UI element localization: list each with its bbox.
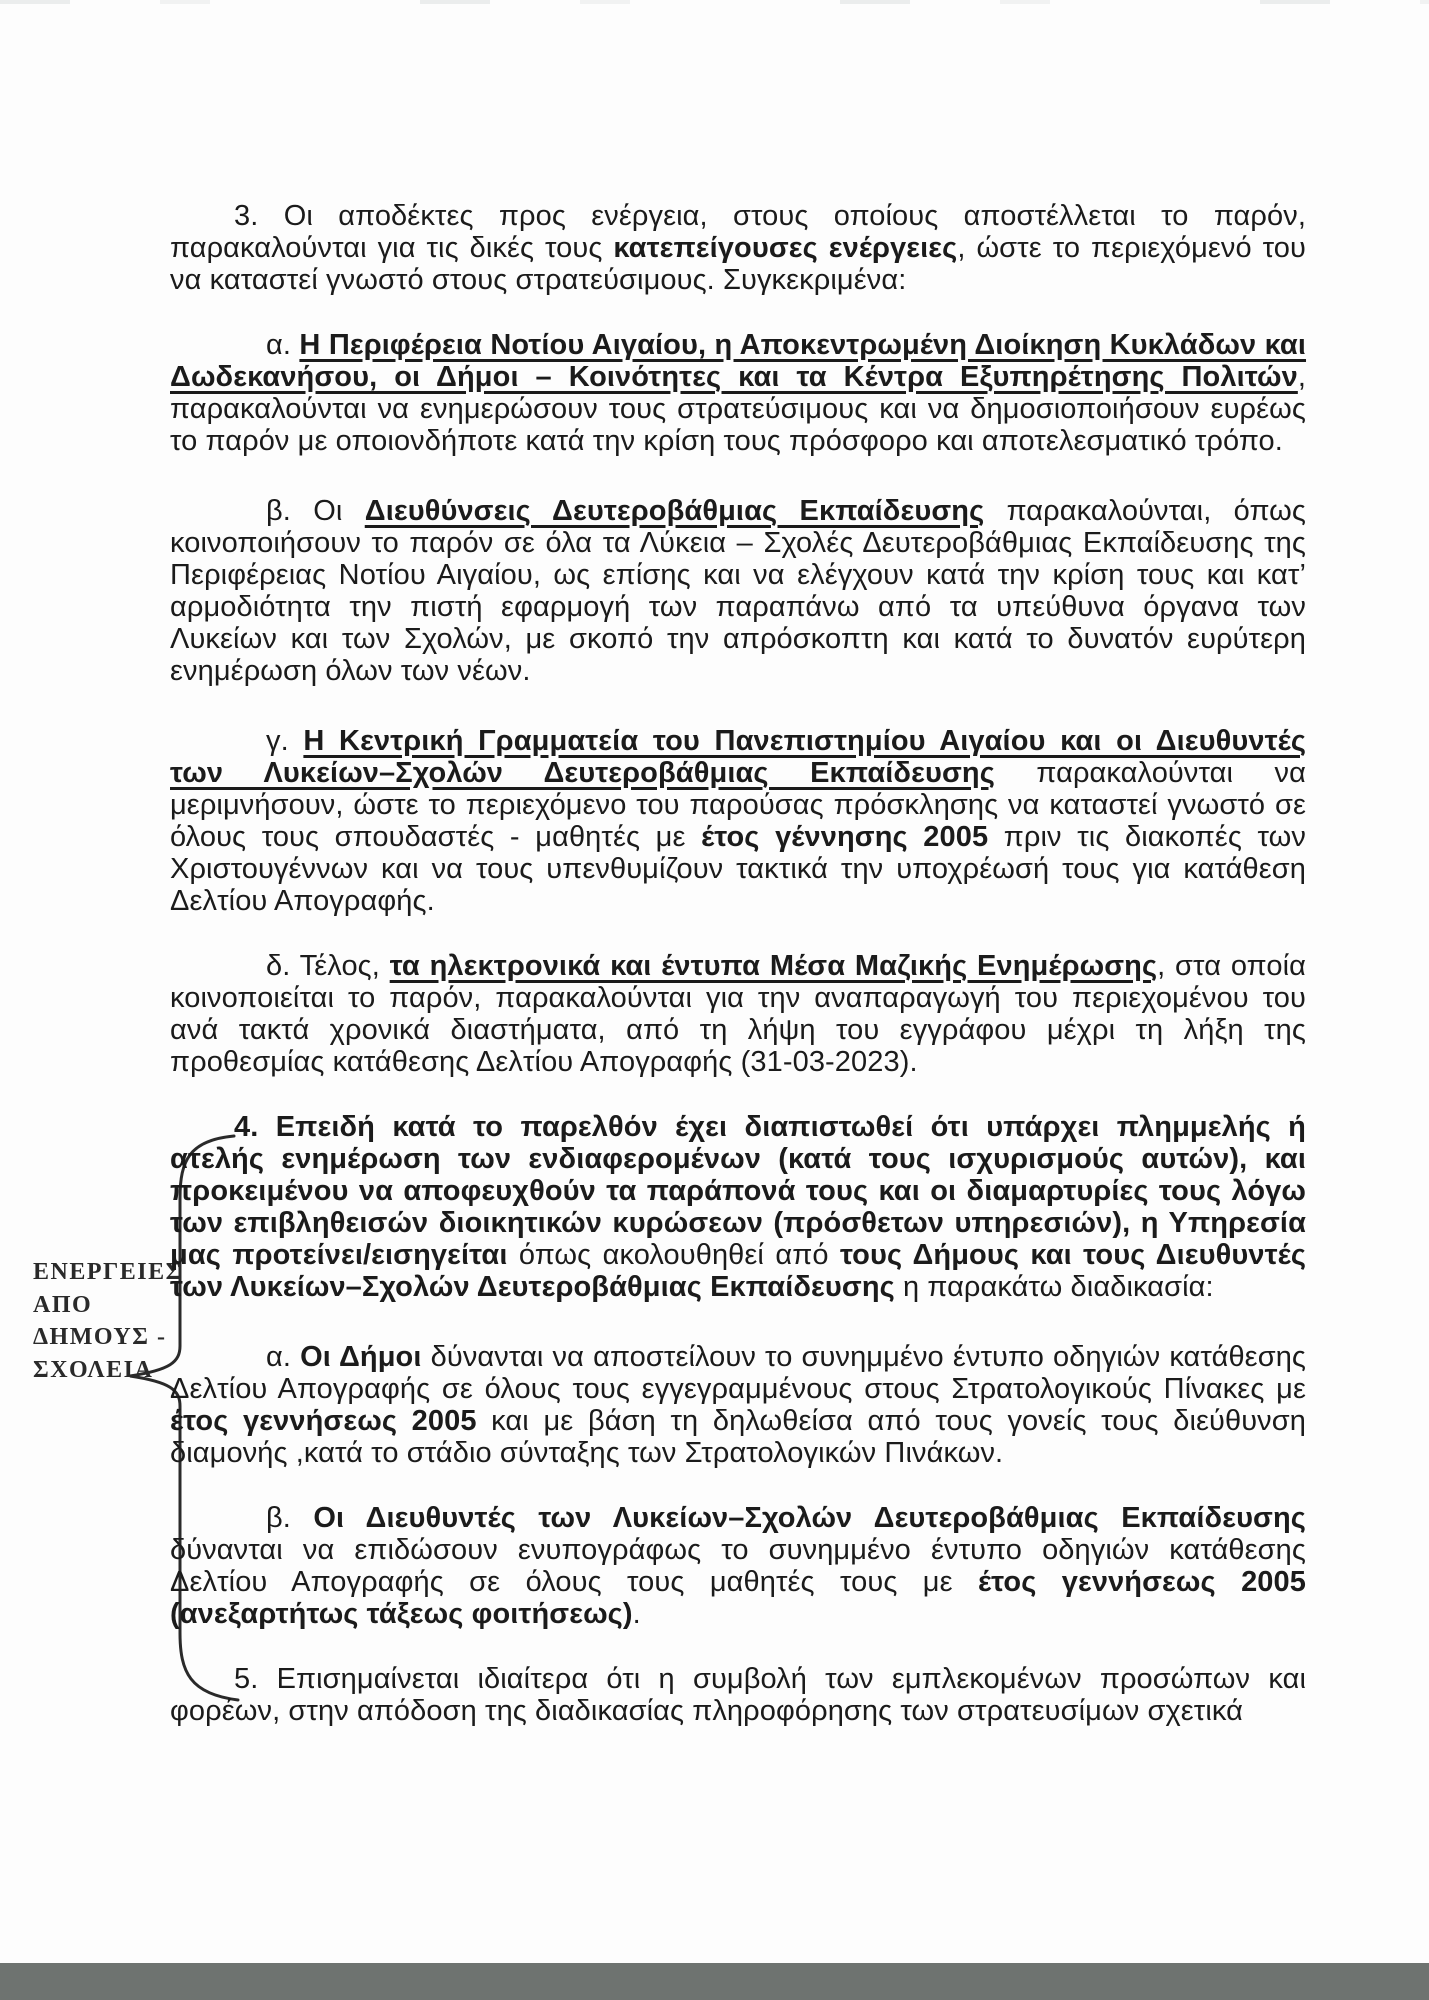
text-segment: , στα οποία κοινοποιείται το παρόν, παρακαλούνται για την αναπαραγωγή του περιεχομένου του ανά τακτά χρονικά διαστήματα, από τη λήψη του εγγράφου μέχρι τη λήξη της προθεσμίας κατάθεσης Δελτίου Απογραφής (31-03-2023).: [170, 950, 1306, 1078]
text-segment: 4. Επειδή κατά το παρελθόν έχει διαπιστωθεί ότι υπάρχει πλημμελής ή ατελής ενημέρωση των ενδιαφερομένων (κατά τους ισχυρισμούς αυτών), και προκειμένου να αποφευχθούν τα παράπονά τους και οι διαμαρτυρίες τους λόγω των επιβληθεισών διοικητικών κυρώσεων (πρόσθετων υπηρεσιών), η Υπηρεσία μας προτείνει/εισηγείται: [170, 1111, 1306, 1271]
text-segment: και με βάση τη δηλωθείσα από τους γονείς τους διεύθυνση διαμονής ,κατά το στάδιο σύνταξης των Στρατολογικών Πινάκων.: [170, 1405, 1306, 1469]
paragraph-4b: [170, 1502, 1306, 1630]
text-segment: πριν τις διακοπές των Χριστουγέννων και να τους υπενθυμίζουν τακτικά την υποχρέωσή τους για κατάθεση Δελτίου Απογραφής.: [170, 821, 1306, 917]
paragraph-3c: [170, 725, 1306, 917]
text-segment: β. Οι: [266, 495, 365, 527]
text-segment: παρακαλούνται, όπως κοινοποιήσουν το παρόν σε όλα τα Λύκεια – Σχολές Δευτεροβάθμιας Εκπαίδευσης της Περιφέρειας Νοτίου Αιγαίου, ως επίσης και να ελέγχουν κατά την κρίση τους και κατ’ αρμοδιότητα την πιστή εφαρμογή των παραπάνω από τα υπεύθυνα όργανα των Λυκείων και των Σχολών, με σκοπό την απρόσκοπτη και κατά το δυνατόν ευρύτερη ενημέρωση όλων των νέων.: [170, 495, 1306, 687]
text-segment: Οι Διευθυντές των Λυκείων–Σχολών Δευτεροβάθμιας Εκπαίδευσης: [313, 1502, 1306, 1534]
text-segment: κατεπείγουσες ενέργειες: [613, 232, 958, 264]
text-segment: , παρακαλούνται να ενημερώσουν τους στρατεύσιμους και να δημοσιοποιήσουν ευρέως το παρόν με οποιονδήποτε κατά την κρίση τους πρόσφορο και αποτελεσματικό τρόπο.: [170, 361, 1306, 457]
document-body: [170, 200, 1306, 1760]
text-segment: Η Κεντρική Γραμματεία του Πανεπιστημίου Αιγαίου και οι Διευθυντές των Λυκείων–Σχολών Δευτεροβάθμιας Εκπαίδευσης: [170, 725, 1306, 789]
scan-artifact-bottom-bar: [0, 1963, 1429, 2000]
text-segment: γ.: [266, 725, 304, 757]
paragraph-3: [170, 200, 1306, 296]
text-segment: δύνανται να επιδώσουν ενυπογράφως το συνημμένο έντυπο οδηγιών κατάθεσης Δελτίου Απογραφής σε όλους τους μαθητές τους με: [170, 1534, 1306, 1598]
text-segment: τους Δήμους και τους Διευθυντές των Λυκείων–Σχολών Δευτεροβάθμιας Εκπαίδευσης: [170, 1239, 1306, 1303]
paragraph-3a: [170, 329, 1306, 457]
paragraph-4: [170, 1111, 1306, 1303]
text-segment: όπως ακολουθηθεί από: [507, 1239, 840, 1271]
paragraph-4a: [170, 1341, 1306, 1469]
text-segment: έτος γεννήσεως 2005 (ανεξαρτήτως τάξεως φοιτήσεως): [170, 1566, 1306, 1630]
paragraph-3b: [170, 495, 1306, 687]
text-segment: Διευθύνσεις Δευτεροβάθμιας Εκπαίδευσης: [364, 495, 985, 527]
text-segment: έτος γέννησης 2005: [701, 821, 989, 853]
text-segment: , ώστε το περιεχόμενό του να καταστεί γνωστό στους στρατεύσιμους. Συγκεκριμένα:: [170, 232, 1306, 296]
scan-artifact-top: [0, 0, 1429, 4]
text-segment: έτος γεννήσεως 2005: [170, 1405, 477, 1437]
text-segment: α.: [266, 329, 300, 361]
text-segment: .: [632, 1598, 641, 1630]
text-segment: Οι Δήμοι: [300, 1341, 422, 1373]
paragraph-5: [170, 1663, 1306, 1727]
text-segment: παρακαλούνται να μεριμνήσουν, ώστε το περιεχόμενο του παρούσας πρόσκλησης να καταστεί γνωστό σε όλους τους σπουδαστές - μαθητές με: [170, 757, 1307, 853]
text-segment: 3. Οι αποδέκτες προς ενέργεια, στους οποίους αποστέλλεται το παρόν, παρακαλούνται για τις δικές τους: [170, 200, 1306, 264]
margin-note-line: ΔΗΜΟΥΣ -: [33, 1324, 167, 1350]
text-segment: δύνανται να αποστείλουν το συνημμένο έντυπο οδηγιών κατάθεσης Δελτίου Απογραφής σε όλους τους εγγεγραμμένους στους Στρατολογικούς Πίνακες με: [170, 1341, 1306, 1405]
text-segment: δ. Τέλος,: [266, 950, 390, 982]
text-segment: η παρακάτω διαδικασία:: [894, 1271, 1214, 1303]
margin-note-line: ΕΝΕΡΓΕΙΕΣ: [33, 1259, 183, 1285]
margin-note-line: ΑΠΟ: [33, 1291, 93, 1318]
text-segment: α.: [266, 1341, 301, 1373]
text-segment: τα ηλεκτρονικά και έντυπα Μέσα Μαζικής Ενημέρωσης: [389, 950, 1158, 982]
text-segment: 5. Επισημαίνεται ιδιαίτερα ότι η συμβολή των εμπλεκομένων προσώπων και φορέων, στην απόδοση της διαδικασίας πληροφόρησης των στρατευσίμων σχετικά: [170, 1663, 1306, 1727]
text-segment: β.: [266, 1502, 314, 1534]
margin-note-line: ΣΧΟΛΕΙΑ: [33, 1356, 154, 1383]
paragraph-3d: [170, 950, 1306, 1078]
text-segment: Η Περιφέρεια Νοτίου Αιγαίου, η Αποκεντρωμένη Διοίκηση Κυκλάδων και Δωδεκανήσου, οι Δήμοι – Κοινότητες και τα Κέντρα Εξυπηρέτησης Πολιτών: [170, 329, 1307, 393]
